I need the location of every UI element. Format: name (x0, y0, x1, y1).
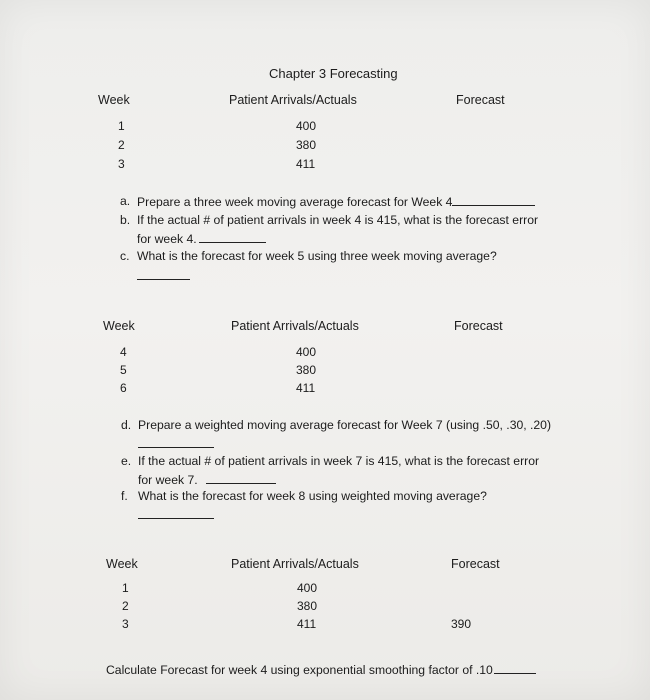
table1-week-cell: 3 (118, 157, 125, 171)
question-f-marker: f. (121, 489, 128, 503)
answer-blank-f[interactable] (138, 518, 214, 519)
table1-week-header: Week (98, 93, 130, 107)
answer-blank-b[interactable] (199, 231, 266, 243)
table1-arrivals-cell: 380 (296, 138, 317, 152)
table3-arrivals-cell: 380 (297, 599, 318, 613)
answer-blank-a[interactable] (452, 194, 535, 206)
table3-week-cell: 2 (122, 599, 129, 613)
question-d-marker: d. (121, 418, 132, 432)
table3-week-header: Week (106, 557, 138, 571)
question-a-marker: a. (120, 194, 131, 208)
question-c-marker: c. (120, 249, 130, 263)
table1-arrivals-cell: 400 (296, 119, 317, 133)
table2-week-cell: 5 (120, 363, 127, 377)
table1-week-cell: 1 (118, 119, 125, 133)
answer-blank-e[interactable] (206, 472, 276, 484)
table3-arrivals-cell: 411 (297, 617, 317, 631)
table3-forecast-header: Forecast (451, 557, 500, 571)
table1-arrivals-cell: 411 (296, 157, 316, 171)
table2-week-header: Week (103, 319, 135, 333)
table2-arrivals-cell: 380 (296, 363, 317, 377)
question-b-marker: b. (120, 213, 131, 227)
question-e (138, 472, 276, 487)
question-b-cont: for week 4. (137, 232, 197, 246)
question-e-marker: e. (121, 454, 132, 468)
table2-week-cell: 4 (120, 345, 127, 359)
answer-blank-d[interactable] (138, 447, 214, 448)
table1-forecast-header: Forecast (456, 93, 505, 107)
question-e-cont: for week 7. (138, 473, 198, 487)
table2-week-cell: 6 (120, 381, 127, 395)
table2-arrivals-cell: 400 (296, 345, 317, 359)
table3-week-cell: 1 (122, 581, 129, 595)
table3-forecast-cell: 390 (451, 617, 472, 631)
table3-arrivals-header: Patient Arrivals/Actuals (231, 557, 359, 571)
table2-arrivals-cell: 411 (296, 381, 316, 395)
answer-blank-final[interactable] (494, 662, 536, 674)
final-question (106, 662, 536, 677)
table3-arrivals-cell: 400 (297, 581, 318, 595)
question-b-text: If the actual # of patient arrivals in week 4 is 415, what is the forecast error (137, 213, 539, 227)
table2-arrivals-header: Patient Arrivals/Actuals (231, 319, 359, 333)
table1-week-cell: 2 (118, 138, 125, 152)
question-c-text: What is the forecast for week 5 using three week moving average? (137, 249, 497, 263)
question-e-text: If the actual # of patient arrivals in week 7 is 415, what is the forecast error (138, 454, 540, 468)
table2-forecast-header: Forecast (454, 319, 503, 333)
question-b (137, 231, 266, 246)
question-a (137, 194, 535, 209)
answer-blank-c[interactable] (137, 279, 190, 280)
table3-week-cell: 3 (122, 617, 129, 631)
question-d-text: Prepare a weighted moving average forecast for Week 7 (using .50, .30, .20) (138, 418, 552, 432)
table1-arrivals-header: Patient Arrivals/Actuals (229, 93, 357, 107)
final-question-text: Calculate Forecast for week 4 using exponential smoothing factor of .10 (106, 663, 493, 677)
page-title: Chapter 3 Forecasting (269, 66, 398, 81)
question-f-text: What is the forecast for week 8 using weighted moving average? (138, 489, 487, 503)
question-a-text: Prepare a three week moving average forecast for Week 4 (137, 195, 453, 209)
